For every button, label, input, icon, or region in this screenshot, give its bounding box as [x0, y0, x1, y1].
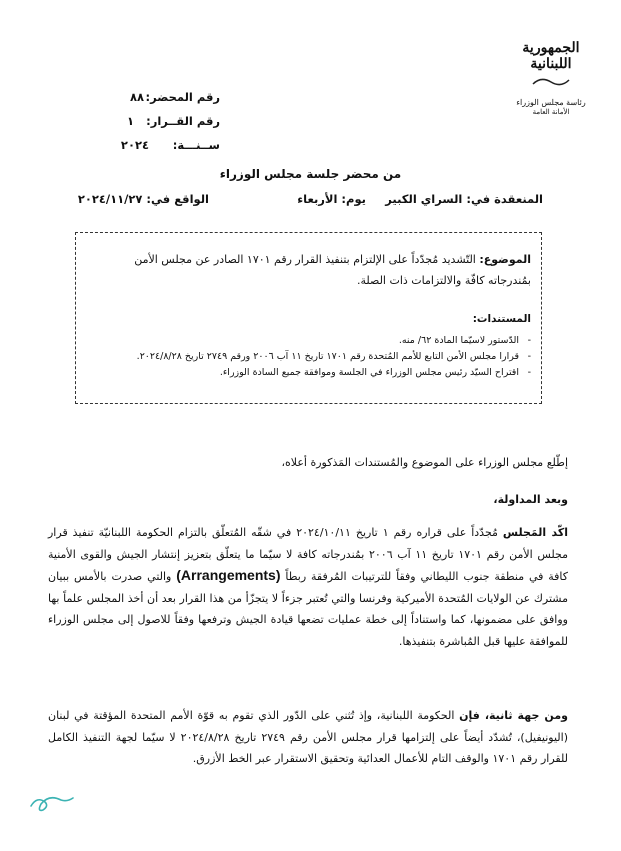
paragraph-deliberation: وبعد المداولة، [493, 493, 568, 506]
session-location: المنعقدة في: السراي الكبير [385, 192, 543, 206]
emblem-line1: الجمهورية [522, 40, 580, 56]
subject-text: التّشديد مُجدّداً على الإلتزام بتنفيذ القرار رقم ١٧٠١ الصادر عن مجلس الأمن بمُندرجاته كافّة والالتزامات ذات الصلة. [134, 253, 531, 287]
subject [91, 249, 531, 291]
page-title: من محضر جلسة مجلس الوزراء [219, 167, 402, 181]
subject-box [75, 232, 542, 404]
decision-lead: اكّد المَجلس [502, 526, 568, 539]
paragraph-review: إطّلع مجلس الوزراء على الموضوع والمُستندات المَذكورة أعلاه، [281, 456, 568, 469]
year-value: ٢٠٢٤ [120, 138, 149, 152]
minutes-value: ٨٨ [129, 90, 144, 104]
session-info [0, 0, 621, 210]
list-item: - قرارا مجلس الأمن التابع للأمم المُتحدة رقم ١٧٠١ تاريخ ١١ آب ٢٠٠٦ ورقم ٢٧٤٩ تاريخ ٢٠٢٤/٨/٢٨. [91, 349, 531, 365]
decision-value: ١ [126, 114, 134, 128]
session-day: يوم: الأربعاء [297, 192, 366, 206]
session-date: الواقع في: ٢٠٢٤/١١/٢٧ [77, 192, 209, 206]
list-item: - الدّستور لاسيّما المادة ٦٢/ منه. [91, 333, 531, 349]
list-item: - اقتراح السيّد رئيس مجلس الوزراء في الجلسة وموافقة جميع السادة الوزراء. [91, 365, 531, 381]
emblem-line2: اللبنانية [530, 56, 572, 72]
second-lead: ومن جهة ثانية، فإن [459, 709, 568, 722]
emblem-line4: الأمانة العامة [532, 108, 570, 116]
documents-label: المستندات: [472, 313, 531, 325]
decision-label: رقم القــرار: [146, 114, 220, 128]
paragraph-second [48, 705, 568, 770]
minutes-label: رقم المحضر: [145, 90, 220, 104]
subject-label: الموضوع: [479, 253, 531, 266]
emblem-line3: رئاسة مجلس الوزراء [516, 98, 586, 107]
year-label: ســنـــة: [172, 138, 220, 152]
handwritten-initial [27, 790, 77, 816]
paragraph-decision [48, 522, 568, 652]
decision-text-b: والتي صدرت بالأمس ببيان مشترك عن الولايات المُتحدة الأميركية وفرنسا والتي تُعتبر جزءاً لا يتجزّأ من هذا القرار بعد أن أخذ المجلس علماً بها ووافق على مضمونها، كما واستناداً إلى خطة عمليات تضعها قيادة الجيش وترفعها وفقاً للاصول إلى مجلس الوزراء للموافقة عليها قبل المُباشرة بتنفيذها. [48, 570, 568, 648]
arrangements-term: (Arrangements) [176, 567, 281, 583]
decision-text-a: مُجدّداً على قراره رقم ١ تاريخ ٢٠٢٤/١٠/١١ في شقّه المُتعلّق بالتزام الحكومة اللبنانيّة تنفيذ قرار مجلس الأمن رقم ١٧٠١ تاريخ ١١ آب ٢٠٠٦ بمُندرجاته كافة لا سيّما ما يتعلّق بتعزيز إنتشار الجيش والقوى الأمنية كافة في منطقة جنوب الليطاني وفقاً للترتيبات المُرفقة ربطاً [48, 526, 569, 583]
documents-list [91, 333, 531, 381]
second-text: الحكومة اللبنانية، وإذ تُثني على الدّور الذي تقوم به قوّة الأمم المتحدة المؤقتة في لبنان (اليونيفيل)، تُشدّد أيضاً على إلتزامها قرار مجلس الأمن رقم ٢٧٤٩ تاريخ ٢٠٢٤/٨/٢٨ لا سيّما لجهة التنفيذ الكامل للقرار رقم ١٧٠١ والوقف التام للأعمال العدائية وتحقيق الاستقرار عبر الخط الأزرق. [48, 709, 568, 765]
